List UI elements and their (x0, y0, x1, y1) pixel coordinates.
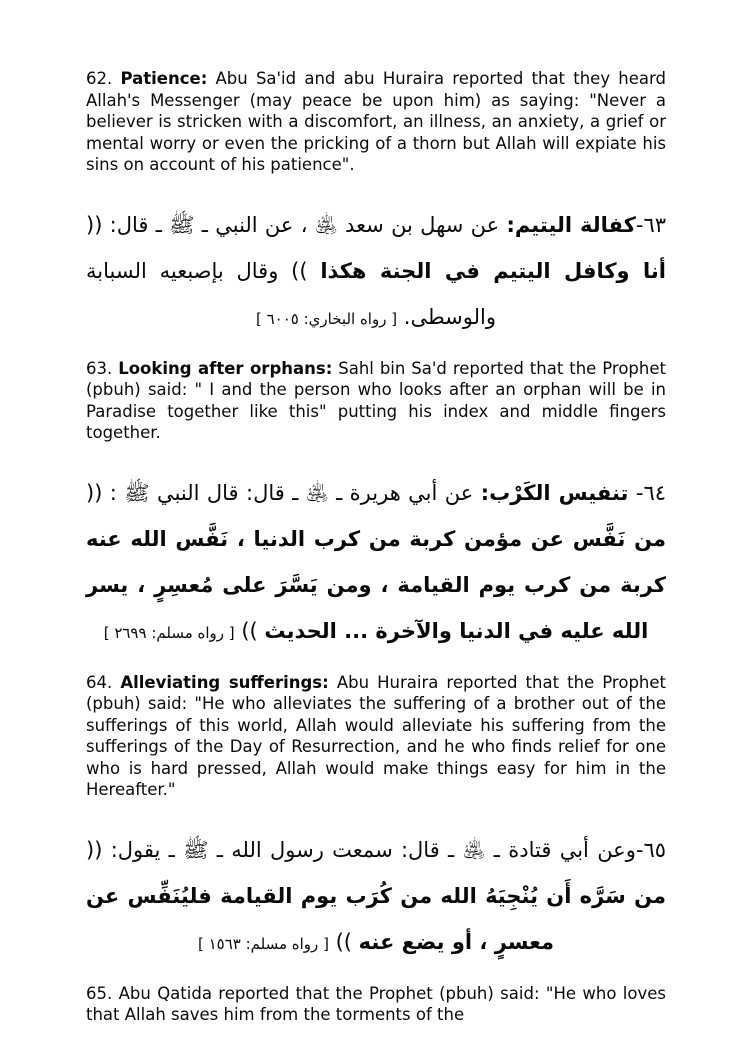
hadith-65-paragraph-arabic (86, 827, 666, 967)
hadith-64-heading: Alleviating sufferings: (120, 672, 329, 692)
hadith-65-arabic-number: ٦٥- (635, 837, 666, 862)
hadith-62-heading: Patience: (120, 69, 208, 88)
hadith-63-paragraph-english (86, 358, 666, 444)
hadith-62-body: Abu Sa'id and abu Huraira reported that they heard Allah's Messenger (may peace be upon him) as saying: "Never a believer is stricken with a discomfort, an illness, an anxiety, a grief or mental worry or even the pricking of a thorn but Allah will expiate his sins on account of his patience". (86, 69, 666, 174)
hadith-63-arabic-chain: عن سهل بن سعد ﵁ ، عن النبي ـ ﷺ ـ قال: (( (86, 212, 507, 237)
hadith-65-arabic-continuation: )) (328, 929, 359, 954)
hadith-63-arabic-continuation: )) وقال بإصبعيه السبابة والوسطى. (86, 258, 496, 329)
hadith-65-arabic-quote: من سَرَّه أَن يُنْجِيَهُ الله من كُرَب يوم القيامة فليُنَفِّس عن معسرٍ ، أو يضع عنه (86, 883, 666, 954)
hadith-62-paragraph-english (86, 68, 666, 176)
hadith-65-number: 65. (86, 983, 119, 1003)
hadith-64-number: 64. (86, 672, 121, 692)
hadith-64-arabic-quote: من نَفَّس عن مؤمن كربة من كرب الدنيا ، نَفَّس الله عنه كربة من كرب يوم القيامة ، ومن يَسَّرَ على مُعسِرٍ ، يسر الله عليه في الدنيا والآخرة ... الحديث (86, 526, 666, 643)
hadith-64-arabic-continuation: )) (234, 618, 265, 643)
hadith-65-body: Abu Qatida reported that the Prophet (pbuh) said: "He who loves that Allah saves him from the torments of the (86, 983, 666, 1024)
hadith-64-arabic-number: ٦٤- (628, 480, 667, 505)
hadith-63-body: Sahl bin Sa'd reported that the Prophet (pbuh) said: " I and the person who looks after an orphan will be in Paradise together like this" putting his index and middle fingers together. (86, 358, 666, 442)
hadith-65-paragraph-english (86, 983, 666, 1026)
hadith-62-number: 62. (86, 69, 121, 88)
hadith-63-arabic-heading: كفالة اليتيم: (506, 212, 636, 237)
hadith-63-arabic-reference: [ رواه البخاري: ٦٠٠٥ ] (256, 309, 398, 328)
hadith-63-arabic-quote: أنا وكافل اليتيم في الجنة هكذا (320, 258, 666, 283)
hadith-64-paragraph-english (86, 672, 666, 801)
hadith-63-number: 63. (86, 358, 119, 378)
hadith-64-paragraph-arabic (86, 470, 666, 656)
hadith-63-heading: Looking after orphans: (118, 358, 333, 378)
hadith-63-arabic-number: ٦٣- (635, 212, 666, 237)
hadith-63-paragraph-arabic (86, 202, 666, 342)
hadith-64-arabic-chain: عن أبي هريرة ـ ﵁ ـ قال: قال النبي ﷺ : (( (86, 480, 481, 505)
hadith-65-arabic-chain: وعن أبي قتادة ـ ﵁ ـ قال: سمعت رسول الله ـ ﷺ ـ يقول: (( (86, 837, 636, 862)
hadith-64-body: Abu Huraira reported that the Prophet (pbuh) said: "He who alleviates the suffering of a brother out of the sufferings of this world, Allah would alleviate his suffering from the sufferings of the Day of Resurrection, and he who finds relief for one who is hard pressed, Allah would make things easy for him in the Hereafter." (86, 672, 666, 799)
hadith-64-arabic-reference: [ رواه مسلم: ٢٦٩٩ ] (103, 623, 235, 642)
hadith-64-arabic-heading: تنفيس الكَرْب: (480, 480, 629, 505)
hadith-65-arabic-reference: [ رواه مسلم: ١٥٦٣ ] (197, 934, 329, 953)
